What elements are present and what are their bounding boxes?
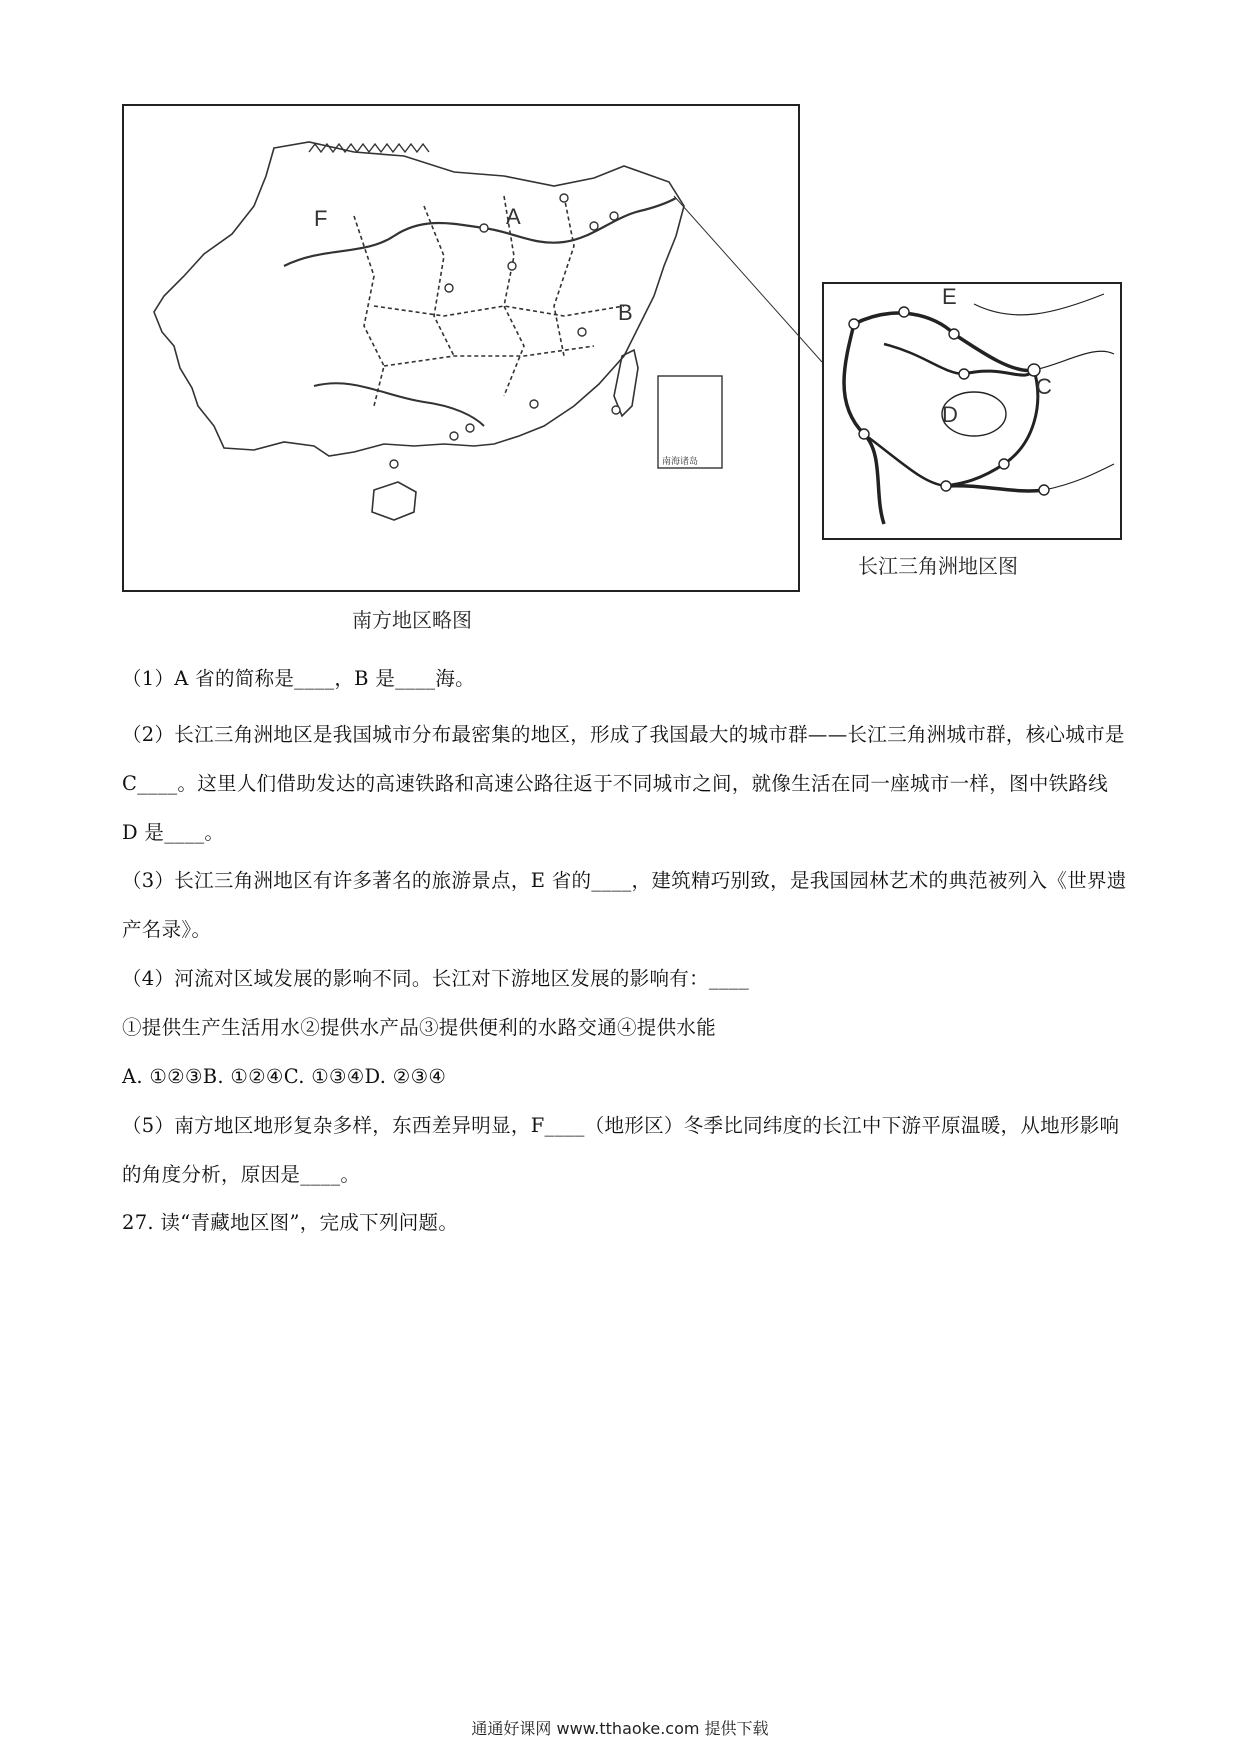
question-5: （5）南方地区地形复杂多样，东西差异明显，F____（地形区）冬季比同纬度的长江中下游平原温暖，从地形影响的角度分析，原因是____。 (122, 1114, 1120, 1186)
south-china-map-drawing (124, 106, 798, 590)
question-2: （2）长江三角洲地区是我国城市分布最密集的地区，形成了我国最大的城市群——长江三角洲城市群，核心城市是 C____。这里人们借助发达的高速铁路和高速公路往返于不同城市之间，就像生活在同一座城市一样，图中铁路线 D 是____。 (122, 723, 1125, 844)
question-27: 27. 读“青藏地区图”，完成下列问题。 (122, 1211, 459, 1234)
question-27-block (122, 1198, 1128, 1247)
yangtze-delta-map (822, 282, 1122, 540)
question-4-items-block (122, 1003, 1128, 1052)
label-A: A (506, 204, 521, 229)
yangtze-delta-drawing (824, 284, 1120, 538)
question-4-block (122, 954, 1128, 1003)
main-map-caption: 南方地区略图 (352, 608, 472, 632)
south-sea-islands-label: 南海诸岛 (662, 457, 699, 467)
question-4: （4）河流对区域发展的影响不同。长江对下游地区发展的影响有：____ (122, 967, 750, 990)
pearl-river (314, 383, 484, 426)
hainan-island (372, 482, 416, 520)
question-4-options-block (122, 1052, 1128, 1101)
south-china-map (122, 104, 800, 592)
yangtze-river (284, 198, 676, 266)
question-2-block (122, 710, 1128, 857)
question-1: （1）A 省的简称是____，B 是____海。 (122, 667, 475, 690)
question-4-options: A. ①②③B. ①②④C. ①③④D. ②③④ (122, 1065, 447, 1088)
question-3-block (122, 856, 1128, 954)
footer: 通通好课网 www.tthaoke.com 提供下载 (471, 1719, 769, 1738)
label-D: D (942, 402, 958, 427)
question-5-block (122, 1101, 1128, 1199)
label-C: C (1036, 374, 1052, 399)
inset-map-caption: 长江三角洲地区图 (858, 554, 1018, 578)
label-E: E (942, 284, 957, 309)
label-B: B (618, 300, 633, 325)
question-block (122, 654, 1128, 703)
question-4-items: ①提供生产生活用水②提供水产品③提供便利的水路交通④提供水能 (122, 1016, 717, 1039)
railway-loop (854, 313, 1034, 370)
railway-D (946, 486, 1044, 491)
region-outline (154, 142, 684, 456)
question-3: （3）长江三角洲地区有许多著名的旅游景点，E 省的____，建筑精巧别致，是我国园林艺术的典范被列入《世界遗产名录》。 (122, 869, 1127, 941)
figure (122, 104, 1128, 644)
label-F: F (314, 206, 328, 231)
